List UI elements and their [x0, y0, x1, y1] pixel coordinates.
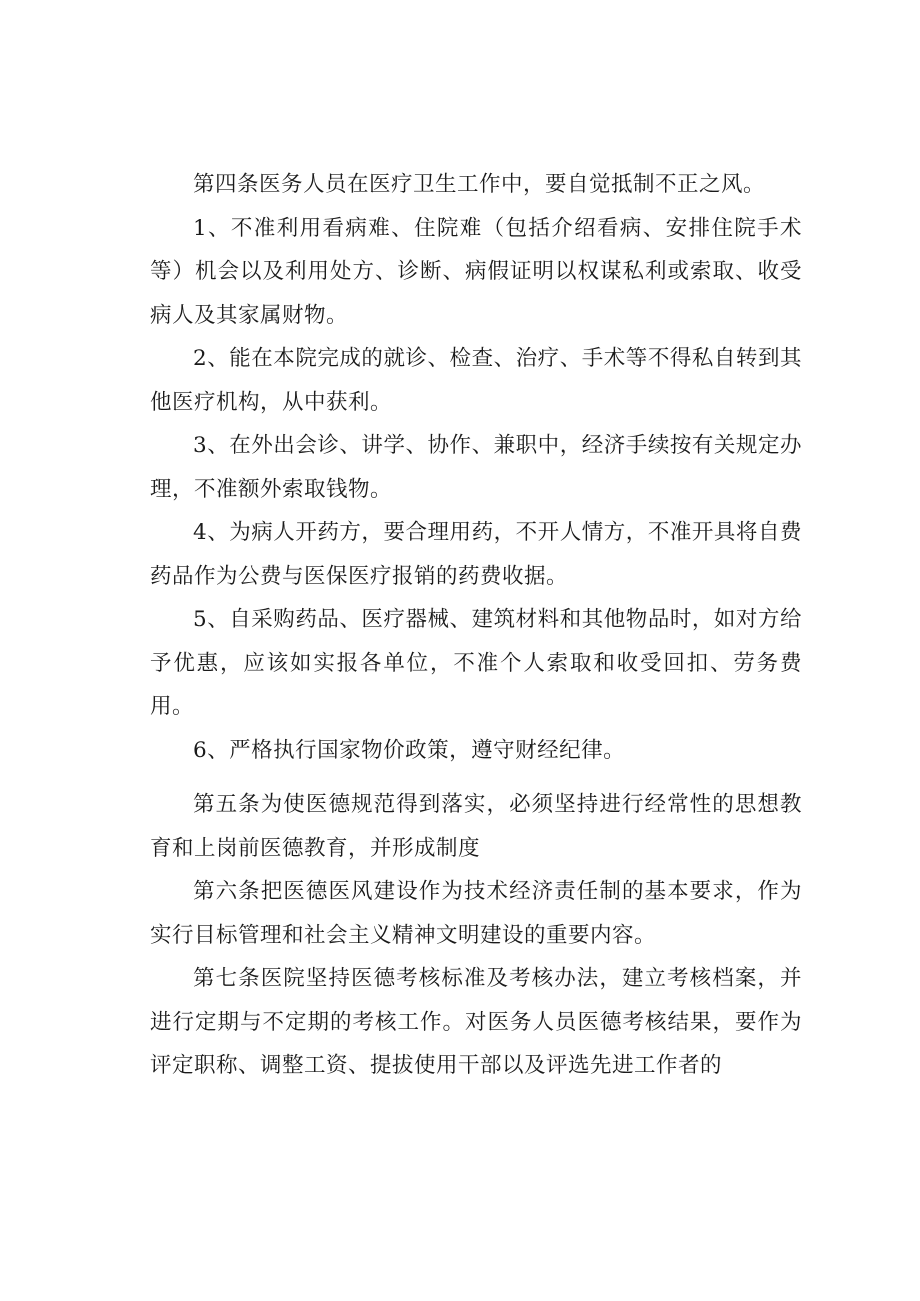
article-4-item-1: 1、不准利用看病难、住院难（包括介绍看病、安排住院手术等）机会以及利用处方、诊断、病假证明以权谋私利或索取、收受病人及其家属财物。	[150, 215, 802, 328]
document-body	[150, 163, 802, 1088]
article-5-paragraph: 第五条为使医德规范得到落实，必须坚持进行经常性的思想教育和上岗前医德教育，并形成制度	[150, 792, 802, 861]
article-4-item-3: 3、在外出会诊、讲学、协作、兼职中，经济手续按有关规定办理，不准额外索取钱物。	[150, 433, 802, 502]
article-6-paragraph: 第六条把医德医风建设作为技术经济责任制的基本要求，作为实行目标管理和社会主义精神文明建设的重要内容。	[150, 879, 802, 948]
article-4-item-2: 2、能在本院完成的就诊、检查、治疗、手术等不得私自转到其他医疗机构，从中获利。	[150, 346, 802, 415]
article-4-paragraph: 第四条医务人员在医疗卫生工作中，要自觉抵制不正之风。	[193, 172, 766, 197]
article-7-paragraph: 第七条医院坚持医德考核标准及考核办法，建立考核档案，并进行定期与不定期的考核工作。对医务人员医德考核结果，要作为评定职称、调整工资、提拔使用干部以及评选先进工作者的	[150, 966, 802, 1078]
article-4-item-4: 4、为病人开药方，要合理用药，不开人情方，不准开具将自费药品作为公费与医保医疗报销的药费收据。	[150, 520, 802, 589]
article-4-item-5: 5、自采购药品、医疗器械、建筑材料和其他物品时，如对方给予优惠，应该如实报各单位，不准个人索取和收受回扣、劳务费用。	[150, 607, 802, 719]
article-4-item-6: 6、严格执行国家物价政策，遵守财经纪律。	[193, 737, 626, 763]
